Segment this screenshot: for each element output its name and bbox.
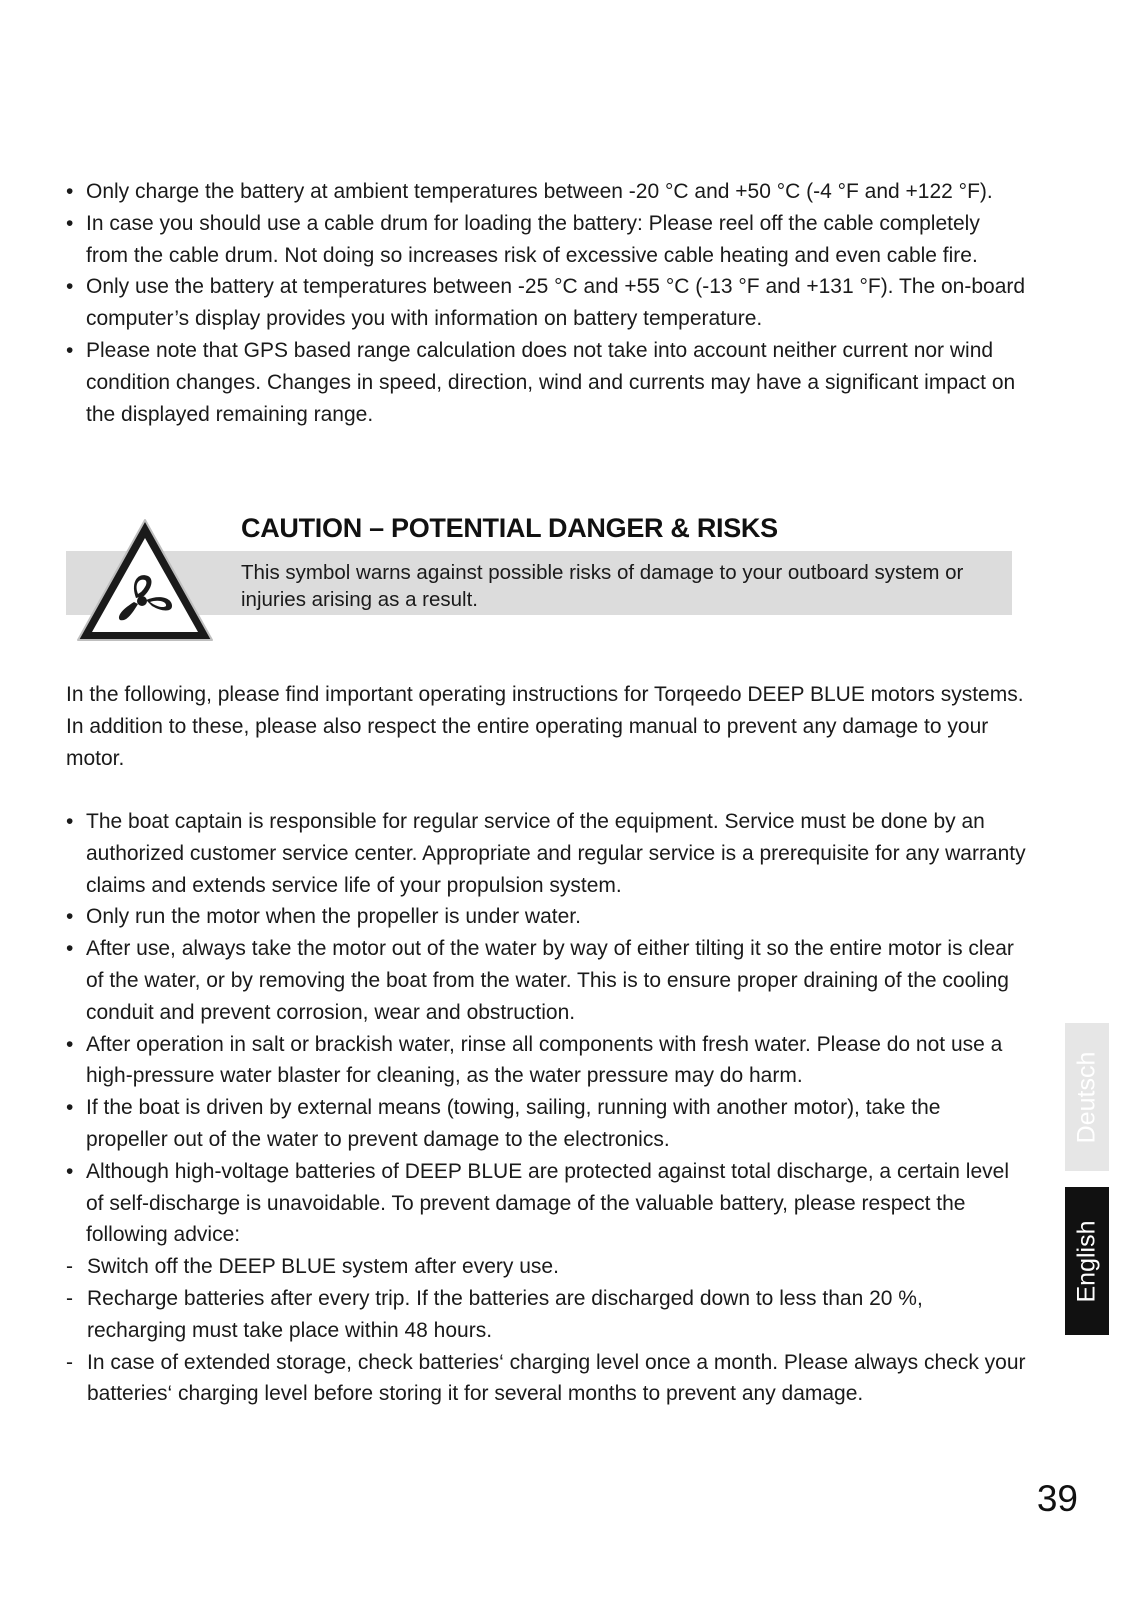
list-item: • Only use the battery at temperatures between -25 °C and +55 °C (-13 °F and +131 °F). The on-board computer’s display provides you with information on battery temperature. [66, 275, 1026, 331]
caution-title: CAUTION – POTENTIAL DANGER & RISKS [241, 513, 778, 543]
sublist-item: - Recharge batteries after every trip. If the batteries are discharged down to less than 20 %, recharging must take place within 48 hours. [66, 1286, 923, 1342]
sublist-item: - In case of extended storage, check batteries‘ charging level once a month. Please always check your batteries‘ charging level before storing it for several months to prevent any damage. [66, 1350, 1026, 1406]
intro-paragraph: In the following, please find important operating instructions for Torqeedo DEEP BLUE motors systems. In addition to these, please also respect the entire operating manual to prevent any damage to your motor. [66, 683, 1024, 770]
tab-english[interactable] [1065, 1187, 1109, 1335]
list-item: • Only charge the battery at ambient temperatures between -20 °C and +50 °C (-4 °F and +122 °F). [66, 180, 993, 203]
propeller-warning-icon [74, 516, 216, 644]
sublist-item: - Switch off the DEEP BLUE system after every use. [66, 1255, 559, 1279]
tab-deutsch[interactable] [1065, 1023, 1109, 1171]
list-item: • Please note that GPS based range calculation does not take into account neither current nor wind condition changes. Changes in speed, direction, wind and currents may have a significant impact on the displayed remaining range. [66, 338, 1016, 426]
list-item: • The boat captain is responsible for regular service of the equipment. Service must be done by an authorized customer service center. Appropriate and regular service is a prerequisite for any warranty claims and extends service life of your propulsion system. [66, 810, 1026, 897]
battery-advice-sublist [66, 1251, 1026, 1410]
operating-instructions-list [66, 806, 1026, 1410]
list-item: • After use, always take the motor out of the water by way of either tilting it so the entire motor is clear of the water, or by removing the boat from the water. This is to ensure proper draining of the cooling conduit and prevent corrosion, wear and obstruction. [66, 937, 1014, 1024]
caution-text: This symbol warns against possible risks of damage to your outboard system or injuries arising as a result. [241, 561, 964, 611]
page-number: 39 [1036, 1478, 1078, 1519]
tab-english-label: English [1072, 1220, 1101, 1302]
battery-instructions-list [66, 176, 1026, 430]
list-item: • If the boat is driven by external means (towing, sailing, running with another motor), take the propeller out of the water to prevent damage to the electronics. [66, 1096, 941, 1151]
list-item: • After operation in salt or brackish water, rinse all components with fresh water. Please do not use a high-pressure water blaster for cleaning, as the water pressure may do harm. [66, 1032, 1003, 1088]
tab-deutsch-label: Deutsch [1072, 1051, 1101, 1143]
list-item: • Only run the motor when the propeller is under water. [66, 905, 581, 929]
list-item: • In case you should use a cable drum for loading the battery: Please reel off the cable completely from the cable drum. Not doing so increases risk of excessive cable heating and even cable fire. [66, 211, 980, 267]
list-item: • Although high-voltage batteries of DEEP BLUE are protected against total discharge, a certain level of self-discharge is unavoidable. To prevent damage of the valuable battery, please respect the following advice: - Switch off the DEEP BLUE system after every use. - Recharge batteries after every trip. If the batteries are discharged down to less than 20 %, recharging must take place within 48 hours. - In case of extended storage, check batteries‘ charging level once a month. Please always check your batteries‘ charging level before storing it for several months to prevent any damage. [66, 1156, 1026, 1410]
